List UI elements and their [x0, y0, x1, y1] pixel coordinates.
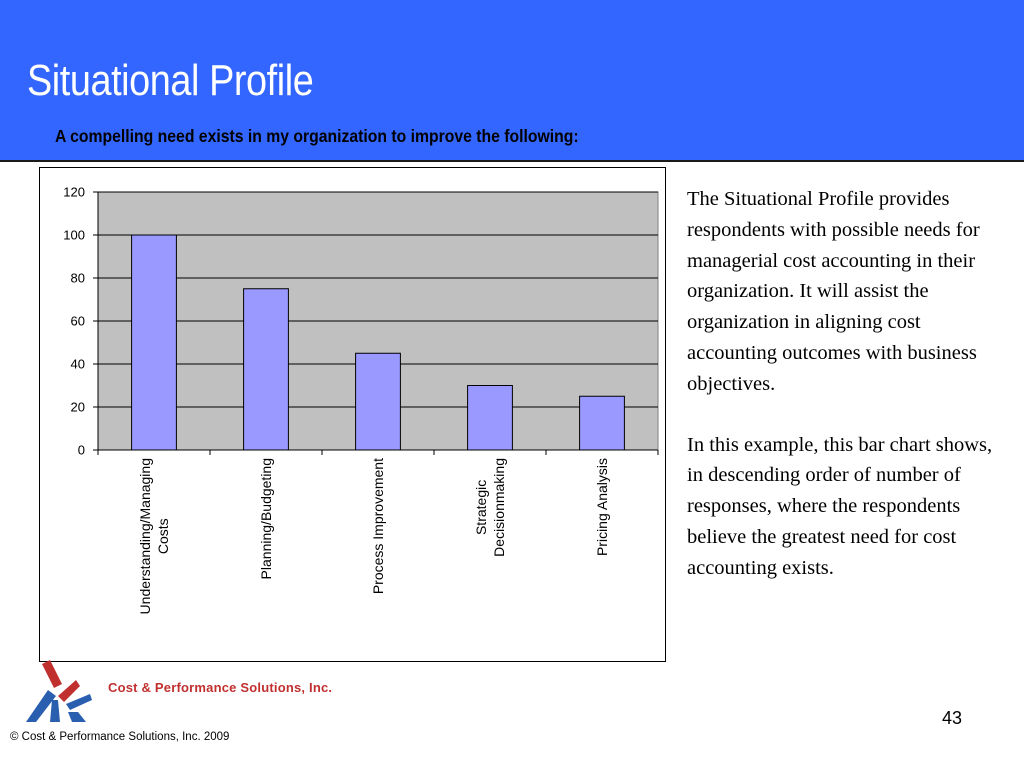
company-name: Cost & Performance Solutions, Inc.: [108, 680, 333, 695]
x-category-label-line: Pricing Analysis: [594, 458, 610, 557]
x-category-label-line: Costs: [155, 518, 171, 555]
page-number: 43: [942, 708, 963, 728]
bar: [468, 386, 513, 451]
x-category-label-line: Strategic: [473, 479, 489, 536]
x-category-label: [473, 458, 507, 557]
x-category-label: [258, 458, 274, 579]
bar: [244, 289, 289, 450]
bar: [356, 353, 401, 450]
description-paragraph-2: In this example, this bar chart shows, in descending order of number of responses, where the respondents believe the greatest need for cost accounting exists.: [687, 433, 993, 579]
y-tick-label: 0: [77, 442, 85, 458]
bar: [132, 235, 177, 450]
description-paragraph-1: The Situational Profile provides respondents with possible needs for managerial cost accounting in their organization. It will assist the organization in aligning cost accounting outcomes with business objectives.: [687, 188, 980, 395]
chart-subtitle: A compelling need exists in my organization to improve the following:: [55, 126, 579, 146]
bar: [580, 396, 625, 450]
copyright-text: © Cost & Performance Solutions, Inc. 2009: [10, 731, 230, 743]
y-tick-label: 40: [70, 356, 85, 372]
description-text: [687, 184, 997, 584]
slide-title: Situational Profile: [27, 56, 314, 105]
x-category-label-line: Process Improvement: [370, 458, 386, 595]
y-tick-label: 80: [70, 270, 85, 286]
x-category-label: [137, 458, 171, 614]
x-category-label-line: Decisionmaking: [491, 458, 507, 557]
slide-header: [0, 0, 1024, 162]
y-tick-label: 60: [70, 313, 85, 329]
bar-chart: [39, 167, 666, 662]
company-logo-icon: [26, 660, 116, 724]
y-tick-label: 120: [63, 184, 85, 200]
x-category-label: [370, 458, 386, 594]
x-category-label: [594, 458, 610, 556]
x-category-label-line: Planning/Budgeting: [258, 458, 274, 580]
y-tick-label: 100: [63, 227, 85, 243]
y-tick-label: 20: [70, 399, 85, 415]
x-category-label-line: Understanding/Managing: [137, 458, 153, 615]
bar-chart-svg: [40, 168, 667, 663]
